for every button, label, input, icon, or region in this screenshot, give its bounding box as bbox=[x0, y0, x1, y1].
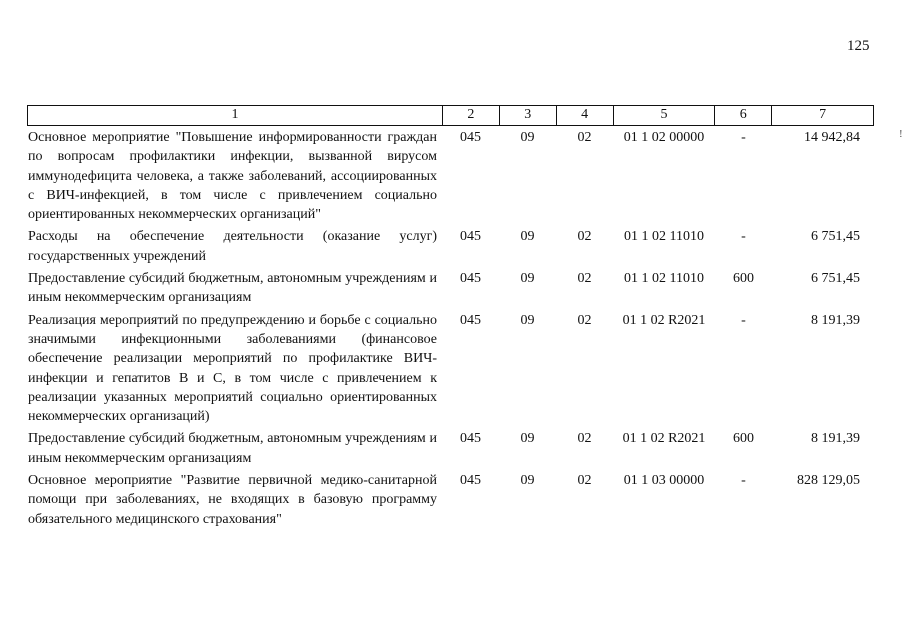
row-section-code: 09 bbox=[520, 229, 535, 245]
page-number: 125 bbox=[847, 38, 870, 54]
row-expense-type: - bbox=[741, 130, 746, 145]
table-header-row bbox=[27, 105, 874, 126]
row-amount: 8 191,39 bbox=[811, 431, 860, 447]
row-amount: 8 191,39 bbox=[811, 312, 860, 328]
row-name: Расходы на обеспечение деятельности (оказание услуг) государственных учреждений bbox=[28, 229, 437, 264]
row-section-code: 09 bbox=[520, 312, 535, 328]
row-ministry-code: 045 bbox=[460, 473, 481, 489]
row-amount: 828 129,05 bbox=[797, 473, 860, 489]
row-section-code: 09 bbox=[520, 130, 535, 145]
row-expense-type: - bbox=[741, 229, 746, 245]
row-section-code: 09 bbox=[520, 271, 535, 287]
row-subsection-code: 02 bbox=[577, 431, 592, 447]
row-section-code: 09 bbox=[520, 473, 535, 489]
row-ministry-code: 045 bbox=[460, 431, 481, 447]
row-amount: 6 751,45 bbox=[811, 271, 860, 287]
row-amount: 6 751,45 bbox=[811, 229, 860, 245]
row-subsection-code: 02 bbox=[577, 130, 592, 145]
row-ministry-code: 045 bbox=[460, 229, 481, 245]
header-cell-2: 2 bbox=[442, 106, 499, 125]
header-cell-4: 4 bbox=[556, 106, 613, 125]
row-target-code: 01 1 02 11010 bbox=[624, 229, 704, 245]
row-target-code: 01 1 02 R2021 bbox=[622, 431, 706, 447]
header-cell-3: 3 bbox=[499, 106, 556, 125]
row-name: Основное мероприятие "Повышение информированности граждан по вопросам профилактики инфекции, вызванной вирусом иммунодефицита человека, а также заболеваний, ассоциированных с ВИЧ-инфекцией, в том числе с привлечением социально ориентированных некоммерческих организаций" bbox=[28, 130, 437, 223]
row-expense-type: 600 bbox=[733, 271, 754, 287]
row-ministry-code: 045 bbox=[460, 271, 481, 287]
table-row bbox=[27, 471, 874, 529]
row-subsection-code: 02 bbox=[577, 229, 592, 245]
row-section-code: 09 bbox=[520, 431, 535, 447]
budget-table bbox=[27, 105, 874, 529]
row-subsection-code: 02 bbox=[577, 271, 592, 287]
row-expense-type: - bbox=[741, 473, 746, 489]
header-cell-1: 1 bbox=[231, 107, 239, 122]
row-target-code: 01 1 02 R2021 bbox=[622, 312, 706, 328]
table-row bbox=[27, 128, 874, 224]
row-expense-type: - bbox=[741, 312, 746, 328]
row-name: Предоставление субсидий бюджетным, автономным учреждениям и иным некоммерческим организациям bbox=[28, 431, 437, 466]
header-cell-5: 5 bbox=[613, 106, 715, 125]
table-row bbox=[27, 311, 874, 427]
row-target-code: 01 1 02 11010 bbox=[624, 271, 704, 287]
row-name: Предоставление субсидий бюджетным, автономным учреждениям и иным некоммерческим организациям bbox=[28, 271, 437, 306]
row-target-code: 01 1 02 00000 bbox=[623, 130, 705, 145]
row-name: Реализация мероприятий по предупреждению и борьбе с социально значимыми инфекционными заболеваниями (финансовое обеспечение реализации мероприятий по профилактике ВИЧ-инфекции и гепатитов В и С, в том числе с привлечением к реализации указанных мероприятий социально ориентированных некоммерческих организаций) bbox=[28, 312, 437, 425]
header-cell-7: 7 bbox=[771, 106, 873, 125]
row-target-code: 01 1 03 00000 bbox=[623, 473, 705, 489]
row-subsection-code: 02 bbox=[577, 312, 592, 328]
row-subsection-code: 02 bbox=[577, 473, 592, 489]
margin-mark: ! bbox=[899, 128, 903, 140]
table-row bbox=[27, 269, 874, 308]
header-cell-6: 6 bbox=[714, 106, 771, 125]
row-ministry-code: 045 bbox=[460, 130, 481, 145]
row-expense-type: 600 bbox=[733, 431, 754, 447]
row-name: Основное мероприятие "Развитие первичной медико-санитарной помощи при заболеваниях, не входящих в базовую программу обязательного медицинского страхования" bbox=[28, 473, 437, 527]
table-row bbox=[27, 429, 874, 468]
row-amount: 14 942,84 bbox=[804, 130, 860, 145]
row-ministry-code: 045 bbox=[460, 312, 481, 328]
table-row bbox=[27, 227, 874, 266]
